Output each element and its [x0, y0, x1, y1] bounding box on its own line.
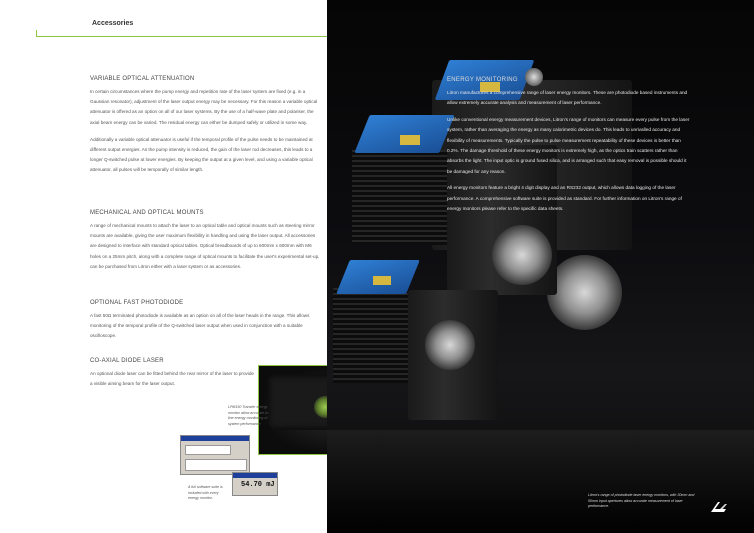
paragraph: A range of mechanical mounts to attach the laser to an optical table and optical mounts such as steering mirror mounts are available, giving the user maximum flexibility in handling and using the laser output. All accessories are designed to interface with standard optical tables. Optical breadboards of up to 600mm x 600mm with M6 holes on a 25mm pitch, along with a complete range of optical mounts to facilitate the user's experimental set-up, can be purchased from Litron either with a laser system or as accessories. [90, 223, 320, 269]
section-photodiode [90, 300, 322, 342]
right-body [447, 88, 690, 214]
paragraph: Litron manufactures a comprehensive range of laser energy monitors. These are photodiode based instruments and allow extremely accurate analysis and measurement of laser performance. [447, 90, 688, 106]
device-label [354, 115, 454, 153]
window-titlebar [181, 436, 249, 441]
device-aperture [425, 320, 475, 370]
device-display [373, 276, 391, 285]
section-heading: CO-AXIAL DIODE LASER [90, 358, 164, 364]
paragraph: An optional diode laser can be fitted behind the rear mirror of the laser to provide a visible aiming beam for the laser output. [90, 371, 254, 387]
device-aperture [547, 255, 622, 330]
device-aperture [492, 225, 552, 285]
floor-reflection [327, 430, 754, 533]
right-caption: Litron's range of photodiode laser energy monitors, with 30mm and 50mm input apertures allow accurate measurement of laser performance. [588, 493, 695, 508]
paragraph: Unlike conventional energy measurement devices, Litron's range of monitors can measure every pulse from the laser system, rather than averaging the energy as many calorimetric devices do. This leads to unrivalled accuracy and flexibility of measurements. Typically the pulse to pulse measurement repeatability of these devices is better than 0.2%. The damage threshold of these energy monitors is extremely high, as the optics train scatters rather than absorbs the light. The input optic is ground fused silica, and is arranged such that easy removal is possible should it be damaged for any reason. [447, 116, 690, 174]
energy-readout: 54.70 mJ [241, 481, 275, 489]
software-window-readout [232, 472, 278, 496]
litron-logo-icon [708, 500, 728, 514]
paragraph: A fast 50Ω terminated photodiode is available as an option on all of the laser heads in the range. This allows monitoring of the temporal profile of the Q-switched laser output when used in conjunction with a suitable oscilloscope. [90, 313, 310, 339]
right-heading: ENERGY MONITORING [447, 77, 518, 83]
paragraph: All energy monitors feature a bright 4 digit display and an RS232 output, which allows data logging of the laser performance. A comprehensive software suite is provided as standard. For further information on Litron's range of energy monitors please refer to the specific data sheets. [447, 185, 682, 212]
software-caption: A full software suite is included with every energy monitor. [188, 485, 223, 500]
software-window-main [180, 435, 250, 475]
section-attenuation [90, 76, 322, 176]
section-heading: VARIABLE OPTICAL ATTENUATION [90, 76, 195, 82]
section-diode-laser [90, 358, 255, 389]
paragraph: In certain circumstances where the pump energy and repetition rate of the laser system are fixed (e.g. in a Gaussian resonator), adjustment of the laser output energy may be necessary. For this reason a variable optical attenuator is offered as an option on all of our laser systems. By the use of a half-wave plate and polariser, the axial beam energy can be varied. The residual energy can either be dumped safely or utilized in some way. [90, 89, 318, 125]
section-heading: MECHANICAL AND OPTICAL MOUNTS [90, 210, 204, 216]
page-title: Accessories [92, 20, 134, 27]
photo-caption: LPM150 Transfer energy monitor allow accurate in-line energy monitoring of system performance. [228, 405, 269, 426]
paragraph: Additionally a variable optical attenuator is useful if the temporal profile of the pulse needs to be maintained at different output energies. As the pump intensity is reduced, the gain of the laser rod decreases, this leads to a longer Q-switched pulse at lower energies. By keeping the output at a given level, and using a variable optical attenuator, all pulses will be temporally of similar length. [90, 136, 313, 173]
device-display [400, 135, 420, 145]
section-mounts [90, 210, 322, 272]
device-connector [525, 68, 543, 86]
section-heading: OPTIONAL FAST PHOTODIODE [90, 300, 184, 306]
